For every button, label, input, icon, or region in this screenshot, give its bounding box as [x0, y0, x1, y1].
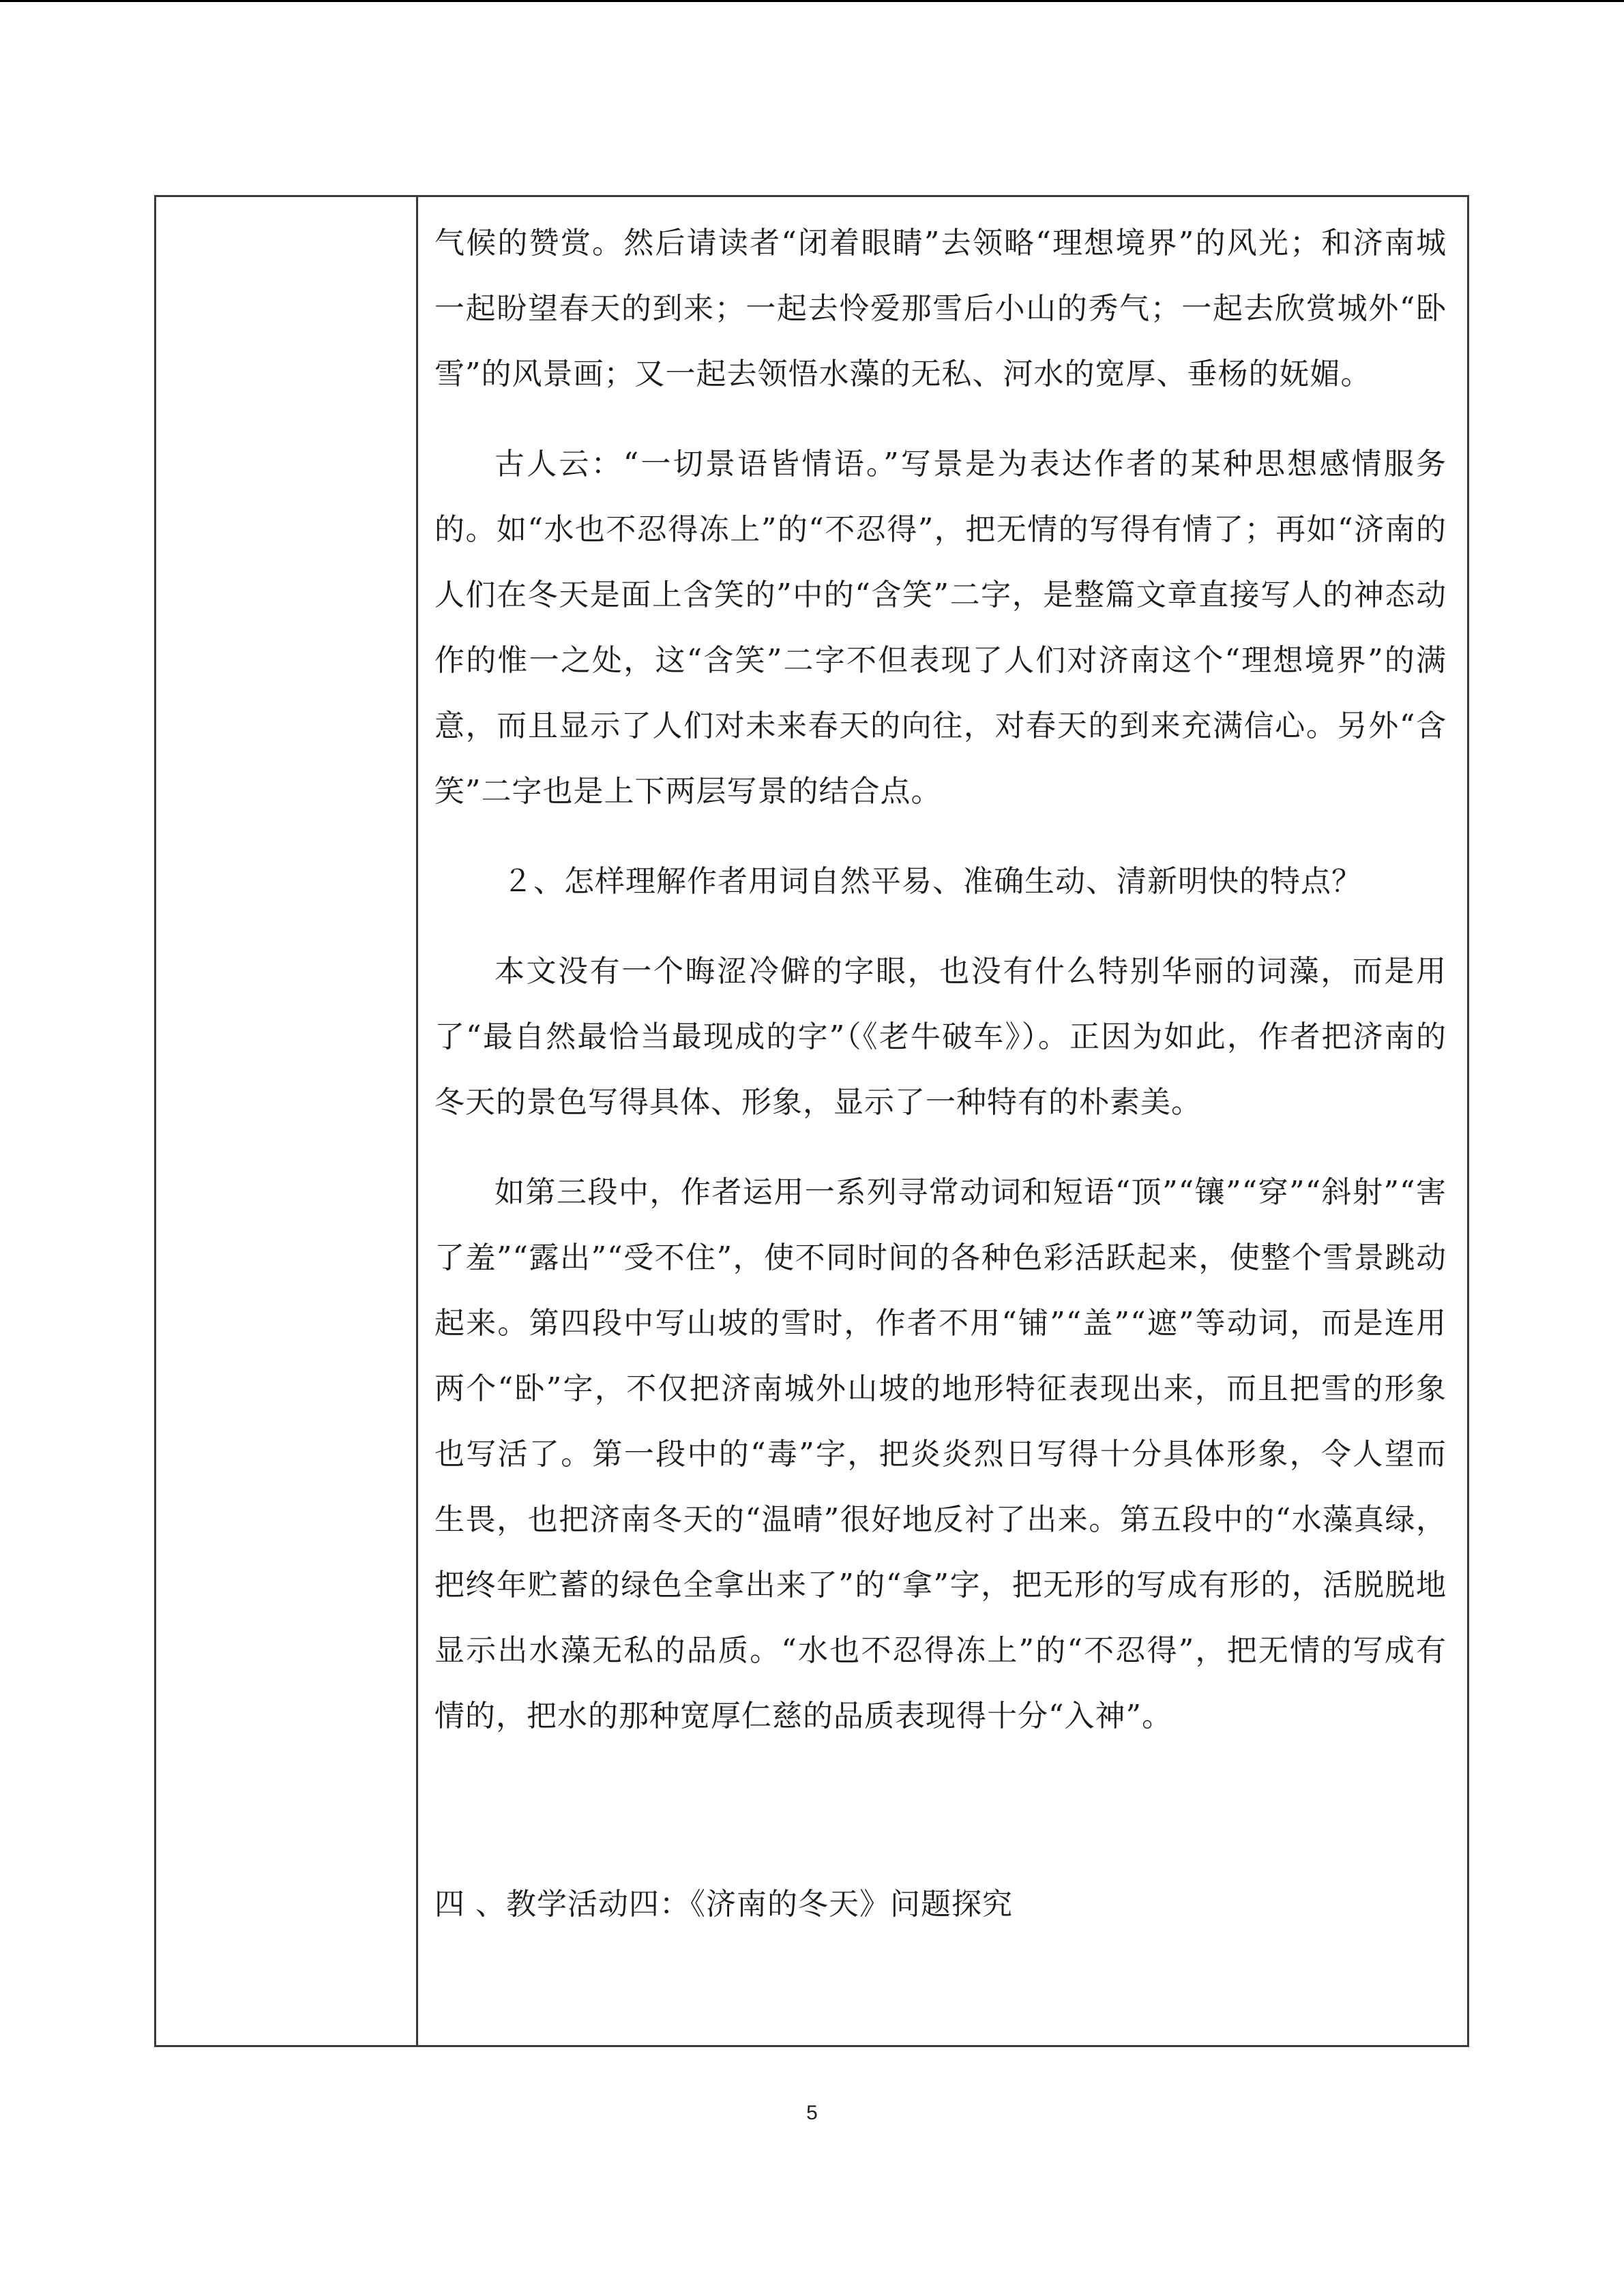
- table-right-cell: [418, 197, 1467, 2045]
- paragraph-continuation: 气候的赞赏。然后请读者“闭着眼睛”去领略“理想境界”的风光；和济南城一起盼望春天的到来；一起去怜爱那雪后小山的秀气；一起去欣赏城外“卧雪”的风景画；又一起去领悟水藻的无私、河水的宽厚、垂杨的妩媚。: [434, 226, 1447, 391]
- content-table: [154, 195, 1469, 2047]
- top-border-line: [0, 0, 1624, 2]
- page-number: 5: [806, 2102, 818, 2124]
- question-heading-2: ２、怎样理解作者用词自然平易、准确生动、清新明快的特点？: [503, 864, 1362, 899]
- paragraph-examples: 如第三段中，作者运用一系列寻常动词和短语“顶”“镶”“穿”“斜射”“害了羞”“露出”“受不住”，使不同时间的各种色彩活跃起来，使整个雪景跳动起来。第四段中写山坡的雪时，作者不用“铺”“盖”“遮”等动词，而是连用两个“卧”字，不仅把济南城外山坡的地形特征表现出来，而且把雪的形象也写活了。第一段中的“毒”字，把炎炎烈日写得十分具体形象，令人望而生畏，也把济南冬天的“温晴”很好地反衬了出来。第五段中的“水藻真绿，把终年贮蓄的绿色全拿出来了”的“拿”字，把无形的写成有形的，活脱脱地显示出水藻无私的品质。“水也不忍得冻上”的“不忍得”，把无情的写成有情的，把水的那种宽厚仁慈的品质表现得十分“入神”。: [434, 1175, 1447, 1733]
- table-left-cell: [156, 197, 418, 2045]
- paragraph-plain-words: 本文没有一个晦涩冷僻的字眼，也没有什么特别华丽的词藻，而是用了“最自然最恰当最现成的字”（《老牛破车》）。正因为如此，作者把济南的冬天的景色写得具体、形象，显示了一种特有的朴素美。: [434, 954, 1447, 1120]
- section-heading-activity-4: 四 、教学活动四：《济南的冬天》问题探究: [434, 1887, 1013, 1922]
- paragraph-scenery-emotion: 古人云：“一切景语皆情语。”写景是为表达作者的某种思想感情服务的。如“水也不忍得冻上”的“不忍得”，把无情的写得有情了；再如“济南的人们在冬天是面上含笑的”中的“含笑”二字，是整篇文章直接写人的神态动作的惟一之处，这“含笑”二字不但表现了人们对济南这个“理想境界”的满意，而且显示了人们对未来春天的向往，对春天的到来充满信心。另外“含笑”二字也是上下两层写景的结合点。: [434, 447, 1447, 809]
